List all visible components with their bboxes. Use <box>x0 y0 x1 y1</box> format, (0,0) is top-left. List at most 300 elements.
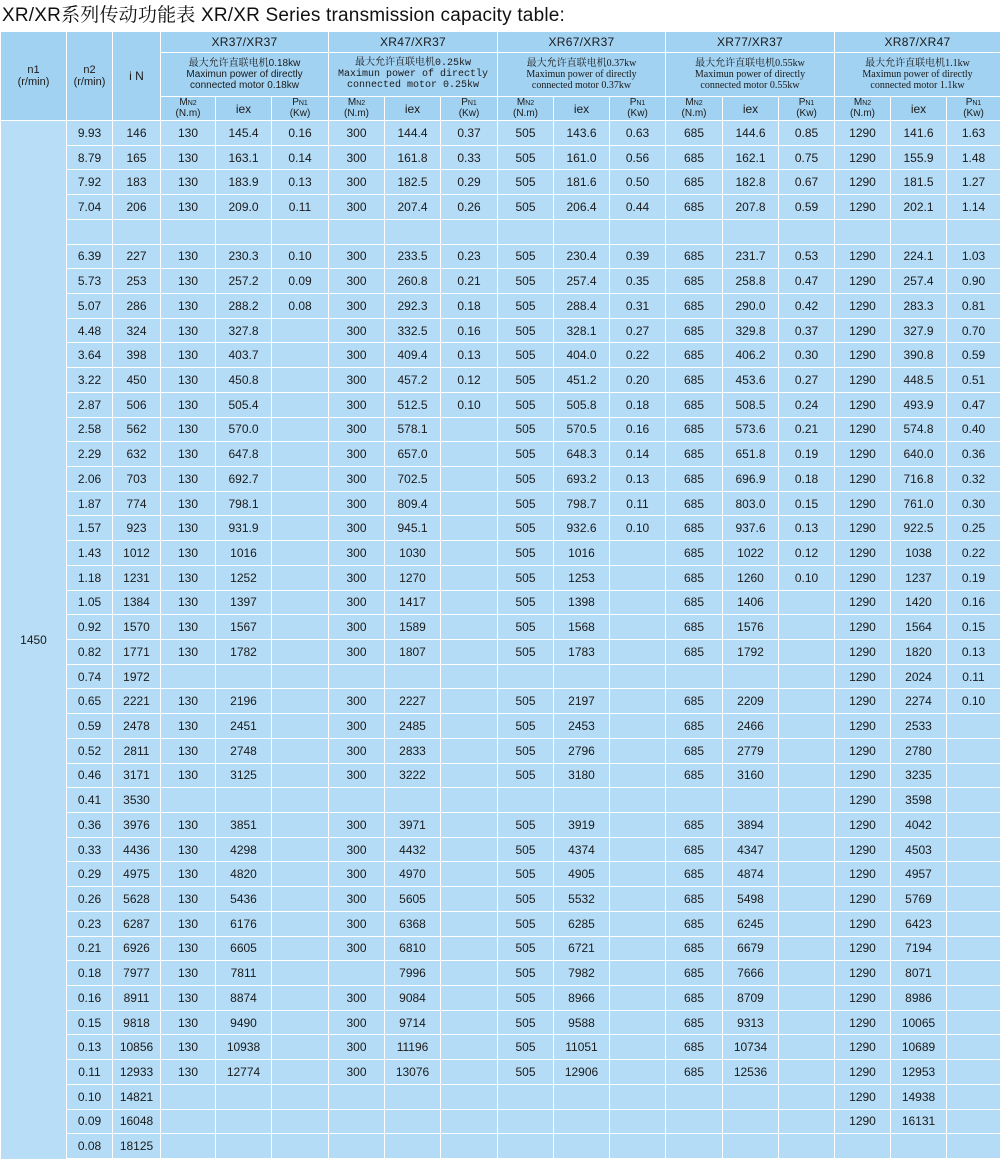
table-cell: 0.08 <box>272 294 328 318</box>
table-cell <box>610 838 665 862</box>
table-cell <box>216 788 271 812</box>
table-cell: 6926 <box>113 937 160 961</box>
table-cell <box>385 220 440 244</box>
table-cell: 505 <box>498 912 553 936</box>
table-cell <box>67 220 112 244</box>
table-cell: 1290 <box>835 640 890 664</box>
table-cell <box>441 714 497 738</box>
table-cell: 1290 <box>835 689 890 713</box>
table-cell: 1290 <box>835 615 890 639</box>
table-cell: 3171 <box>113 764 160 788</box>
mn2-sub: N2 <box>862 100 872 107</box>
table-cell: 2451 <box>216 714 271 738</box>
table-cell: 0.10 <box>779 566 834 590</box>
table-cell <box>610 615 665 639</box>
table-cell: 398 <box>113 343 160 367</box>
table-cell <box>947 887 1000 911</box>
table-cell: 0.12 <box>441 368 497 392</box>
table-cell: 144.6 <box>723 121 778 145</box>
group-desc-en-1: Maximun power of directly <box>337 69 489 80</box>
table-cell: 300 <box>329 887 384 911</box>
table-cell: 130 <box>161 467 215 491</box>
table-cell: 1290 <box>835 442 890 466</box>
table-cell: 6810 <box>385 937 440 961</box>
table-cell: 685 <box>666 368 722 392</box>
mn2-unit: (N.m) <box>344 108 369 119</box>
table-cell: 931.9 <box>216 516 271 540</box>
table-cell <box>272 1060 328 1084</box>
table-cell: 4042 <box>891 813 946 837</box>
table-cell: 2780 <box>891 739 946 763</box>
table-cell: 2.06 <box>67 467 112 491</box>
table-cell: 130 <box>161 862 215 886</box>
table-cell: 328.1 <box>554 319 609 343</box>
table-cell: 570.5 <box>554 418 609 442</box>
table-cell <box>779 937 834 961</box>
table-cell: 163.1 <box>216 146 271 170</box>
table-cell: 258.8 <box>723 269 778 293</box>
group-5-title: XR87/XR47 <box>835 32 1000 52</box>
table-cell: 450.8 <box>216 368 271 392</box>
subheader-iex: iex <box>216 97 271 120</box>
table-cell <box>272 442 328 466</box>
table-cell: 1290 <box>835 492 890 516</box>
table-cell: 1568 <box>554 615 609 639</box>
table-cell: 0.51 <box>947 368 1000 392</box>
table-cell: 6287 <box>113 912 160 936</box>
table-cell <box>441 516 497 540</box>
pn1-unit: (Kw) <box>963 108 984 119</box>
table-cell: 206.4 <box>554 195 609 219</box>
pn1-unit: (Kw) <box>627 108 648 119</box>
table-cell <box>779 1035 834 1059</box>
table-cell: 257.2 <box>216 269 271 293</box>
table-cell: 130 <box>161 1060 215 1084</box>
table-cell: 0.27 <box>610 319 665 343</box>
table-cell: 10856 <box>113 1035 160 1059</box>
table-cell: 685 <box>666 121 722 145</box>
table-cell: 1290 <box>835 788 890 812</box>
table-cell: 0.75 <box>779 146 834 170</box>
table-cell: 2748 <box>216 739 271 763</box>
table-cell <box>272 1134 328 1158</box>
table-cell: 0.16 <box>947 591 1000 615</box>
table-cell: 4436 <box>113 838 160 862</box>
table-cell <box>610 665 665 689</box>
table-cell: 685 <box>666 245 722 269</box>
table-cell: 300 <box>329 1011 384 1035</box>
table-cell <box>161 665 215 689</box>
table-cell: 2779 <box>723 739 778 763</box>
table-cell: 1792 <box>723 640 778 664</box>
table-cell <box>385 665 440 689</box>
table-cell: 505 <box>498 640 553 664</box>
table-cell: 0.53 <box>779 245 834 269</box>
table-cell: 9313 <box>723 1011 778 1035</box>
table-cell: 0.82 <box>67 640 112 664</box>
table-cell: 505 <box>498 418 553 442</box>
table-cell: 1290 <box>835 245 890 269</box>
table-cell: 130 <box>161 245 215 269</box>
table-cell: 5769 <box>891 887 946 911</box>
table-cell: 4905 <box>554 862 609 886</box>
table-cell <box>441 1060 497 1084</box>
table-cell: 1260 <box>723 566 778 590</box>
table-cell: 685 <box>666 294 722 318</box>
table-cell: 155.9 <box>891 146 946 170</box>
table-cell: 505 <box>498 245 553 269</box>
table-cell: 1290 <box>835 1011 890 1035</box>
table-cell: 1253 <box>554 566 609 590</box>
table-cell: 8966 <box>554 986 609 1010</box>
table-cell: 505 <box>498 1035 553 1059</box>
table-cell <box>947 764 1000 788</box>
pn1-main: P <box>965 97 973 108</box>
table-cell: 10065 <box>891 1011 946 1035</box>
table-cell: 300 <box>329 467 384 491</box>
pn1-main: P <box>629 97 637 108</box>
table-cell: 7.92 <box>67 170 112 194</box>
table-cell: 130 <box>161 714 215 738</box>
table-cell: 257.4 <box>891 269 946 293</box>
table-cell: 6176 <box>216 912 271 936</box>
table-cell: 1406 <box>723 591 778 615</box>
table-cell: 574.8 <box>891 418 946 442</box>
table-cell: 7982 <box>554 961 609 985</box>
table-cell: 3.64 <box>67 343 112 367</box>
table-cell: 1570 <box>113 615 160 639</box>
table-cell: 161.0 <box>554 146 609 170</box>
table-cell: 14821 <box>113 1085 160 1109</box>
table-cell <box>161 788 215 812</box>
table-cell <box>779 591 834 615</box>
mn2-main: M <box>685 97 694 108</box>
table-cell: 1290 <box>835 294 890 318</box>
table-cell: 505 <box>498 343 553 367</box>
table-cell: 0.11 <box>610 492 665 516</box>
table-cell <box>272 788 328 812</box>
table-cell <box>272 961 328 985</box>
table-cell <box>779 862 834 886</box>
table-cell <box>723 1085 778 1109</box>
table-cell: 4432 <box>385 838 440 862</box>
table-cell: 2.29 <box>67 442 112 466</box>
table-cell: 0.16 <box>610 418 665 442</box>
table-cell: 648.3 <box>554 442 609 466</box>
table-cell <box>610 986 665 1010</box>
table-cell: 130 <box>161 838 215 862</box>
group-desc-cn: 最大允许直联电机1.1kw <box>865 58 970 69</box>
table-cell <box>779 665 834 689</box>
table-cell <box>272 887 328 911</box>
group-desc-en-2: connected motor 0.55kw <box>700 80 800 91</box>
table-cell: 0.13 <box>272 170 328 194</box>
table-cell: 207.4 <box>385 195 440 219</box>
table-cell: 505 <box>498 146 553 170</box>
group-desc-en-2: connected motor 1.1kw <box>870 80 965 91</box>
pn1-main: P <box>798 97 806 108</box>
table-cell: 1290 <box>835 1085 890 1109</box>
table-cell: 0.22 <box>610 343 665 367</box>
table-cell: 505 <box>498 937 553 961</box>
table-cell <box>329 1110 384 1134</box>
table-cell: 130 <box>161 492 215 516</box>
group-5-description <box>835 53 1000 96</box>
table-cell: 12953 <box>891 1060 946 1084</box>
table-cell: 130 <box>161 170 215 194</box>
table-cell: 0.10 <box>441 393 497 417</box>
table-cell: 300 <box>329 319 384 343</box>
table-cell <box>779 838 834 862</box>
table-cell: 0.47 <box>947 393 1000 417</box>
table-cell: 0.16 <box>67 986 112 1010</box>
table-cell: 1252 <box>216 566 271 590</box>
table-cell <box>161 220 215 244</box>
table-cell <box>779 615 834 639</box>
table-cell: 1290 <box>835 813 890 837</box>
table-cell: 0.23 <box>441 245 497 269</box>
table-cell: 696.9 <box>723 467 778 491</box>
table-cell: 181.5 <box>891 170 946 194</box>
table-cell: 0.18 <box>67 961 112 985</box>
table-cell <box>891 1134 946 1158</box>
table-cell <box>216 1085 271 1109</box>
table-cell: 647.8 <box>216 442 271 466</box>
table-cell <box>441 937 497 961</box>
group-2-description <box>329 53 497 96</box>
table-cell: 1.48 <box>947 146 1000 170</box>
table-cell: 161.8 <box>385 146 440 170</box>
table-cell: 329.8 <box>723 319 778 343</box>
table-cell: 0.12 <box>779 541 834 565</box>
table-cell: 300 <box>329 195 384 219</box>
table-cell: 1.27 <box>947 170 1000 194</box>
pn1-sub: N1 <box>467 100 477 107</box>
table-cell: 283.3 <box>891 294 946 318</box>
table-cell: 4957 <box>891 862 946 886</box>
table-cell <box>272 912 328 936</box>
table-cell <box>272 343 328 367</box>
table-cell: 692.7 <box>216 467 271 491</box>
table-cell: 657.0 <box>385 442 440 466</box>
table-cell: 945.1 <box>385 516 440 540</box>
table-cell: 300 <box>329 245 384 269</box>
table-cell: 505 <box>498 689 553 713</box>
table-cell: 693.2 <box>554 467 609 491</box>
header-n2-unit: (r/min) <box>73 76 106 88</box>
table-cell: 685 <box>666 862 722 886</box>
table-cell <box>554 788 609 812</box>
table-cell: 0.19 <box>779 442 834 466</box>
table-cell: 0.37 <box>779 319 834 343</box>
table-cell <box>272 319 328 343</box>
table-cell: 9490 <box>216 1011 271 1035</box>
table-cell: 130 <box>161 986 215 1010</box>
table-cell: 2485 <box>385 714 440 738</box>
table-cell <box>947 862 1000 886</box>
table-cell: 3894 <box>723 813 778 837</box>
table-cell <box>723 1110 778 1134</box>
table-cell: 505 <box>498 615 553 639</box>
table-cell: 0.36 <box>67 813 112 837</box>
table-cell <box>329 1085 384 1109</box>
table-cell <box>779 1110 834 1134</box>
table-cell: 1.43 <box>67 541 112 565</box>
table-cell: 685 <box>666 170 722 194</box>
pn1-main: P <box>461 97 468 108</box>
table-cell: 922.5 <box>891 516 946 540</box>
table-cell: 2.58 <box>67 418 112 442</box>
table-cell <box>272 1011 328 1035</box>
table-cell: 130 <box>161 887 215 911</box>
pn1-unit: (Kw) <box>796 108 817 119</box>
table-cell <box>723 220 778 244</box>
table-cell: 1290 <box>835 516 890 540</box>
table-cell: 5628 <box>113 887 160 911</box>
table-cell: 2.87 <box>67 393 112 417</box>
table-cell: 130 <box>161 1035 215 1059</box>
table-cell: 0.44 <box>610 195 665 219</box>
table-cell: 2209 <box>723 689 778 713</box>
table-cell: 130 <box>161 121 215 145</box>
table-cell: 288.2 <box>216 294 271 318</box>
table-cell <box>441 961 497 985</box>
table-cell: 300 <box>329 121 384 145</box>
table-cell: 1012 <box>113 541 160 565</box>
table-cell <box>947 961 1000 985</box>
table-cell: 231.7 <box>723 245 778 269</box>
table-cell: 0.63 <box>610 121 665 145</box>
table-cell: 10938 <box>216 1035 271 1059</box>
table-cell: 1771 <box>113 640 160 664</box>
group-4-description <box>666 53 834 96</box>
table-cell: 4820 <box>216 862 271 886</box>
table-cell: 1290 <box>835 912 890 936</box>
table-cell <box>272 467 328 491</box>
table-cell: 809.4 <box>385 492 440 516</box>
table-cell <box>385 1134 440 1158</box>
table-cell <box>272 1110 328 1134</box>
table-cell: 505 <box>498 862 553 886</box>
table-cell: 130 <box>161 319 215 343</box>
group-desc-en-2: connected motor 0.37kw <box>531 80 632 91</box>
table-cell <box>498 1134 553 1158</box>
table-cell: 0.59 <box>779 195 834 219</box>
table-cell <box>498 665 553 689</box>
table-cell: 1290 <box>835 566 890 590</box>
table-cell: 1290 <box>835 418 890 442</box>
table-cell <box>441 912 497 936</box>
table-cell: 4374 <box>554 838 609 862</box>
table-cell: 130 <box>161 813 215 837</box>
table-cell: 0.10 <box>272 245 328 269</box>
table-cell: 300 <box>329 591 384 615</box>
table-cell: 403.7 <box>216 343 271 367</box>
table-cell <box>610 788 665 812</box>
table-cell: 685 <box>666 467 722 491</box>
subheader-pn1 <box>272 97 328 120</box>
table-cell <box>947 912 1000 936</box>
table-cell: 257.4 <box>554 269 609 293</box>
table-cell: 0.27 <box>779 368 834 392</box>
table-cell <box>498 788 553 812</box>
mn2-sub: N2 <box>525 100 535 107</box>
table-cell <box>779 1085 834 1109</box>
table-cell <box>779 1134 834 1158</box>
table-cell: 685 <box>666 986 722 1010</box>
table-cell <box>272 492 328 516</box>
table-cell <box>272 813 328 837</box>
group-1-title: XR37/XR37 <box>161 32 328 52</box>
table-cell: 0.23 <box>67 912 112 936</box>
group-desc-en-1: Maximun power of directly <box>526 69 637 80</box>
table-cell <box>723 665 778 689</box>
table-cell: 182.5 <box>385 170 440 194</box>
table-cell: 8709 <box>723 986 778 1010</box>
table-cell: 300 <box>329 541 384 565</box>
table-cell: 450 <box>113 368 160 392</box>
table-cell: 0.29 <box>441 170 497 194</box>
table-cell <box>272 566 328 590</box>
table-cell <box>723 1134 778 1158</box>
table-cell: 300 <box>329 813 384 837</box>
table-cell: 324 <box>113 319 160 343</box>
table-cell <box>610 961 665 985</box>
table-cell: 685 <box>666 937 722 961</box>
table-cell: 1290 <box>835 1060 890 1084</box>
pn1-sub: N1 <box>298 100 308 107</box>
table-cell: 9714 <box>385 1011 440 1035</box>
mn2-unit: (N.m) <box>175 108 201 119</box>
table-cell: 685 <box>666 961 722 985</box>
table-cell: 4503 <box>891 838 946 862</box>
table-cell: 0.32 <box>947 467 1000 491</box>
table-cell <box>272 615 328 639</box>
table-cell: 3160 <box>723 764 778 788</box>
table-cell: 8986 <box>891 986 946 1010</box>
table-cell: 0.18 <box>441 294 497 318</box>
table-cell: 0.65 <box>67 689 112 713</box>
table-cell: 130 <box>161 195 215 219</box>
table-cell: 578.1 <box>385 418 440 442</box>
table-cell: 8911 <box>113 986 160 1010</box>
table-cell <box>554 1134 609 1158</box>
table-cell <box>610 541 665 565</box>
table-cell: 2453 <box>554 714 609 738</box>
table-cell: 685 <box>666 195 722 219</box>
table-cell <box>610 1085 665 1109</box>
group-3-description <box>498 53 665 96</box>
table-cell: 300 <box>329 393 384 417</box>
table-cell <box>272 665 328 689</box>
table-cell: 685 <box>666 516 722 540</box>
table-cell: 11051 <box>554 1035 609 1059</box>
table-cell: 702.5 <box>385 467 440 491</box>
table-cell: 4298 <box>216 838 271 862</box>
group-desc-cn: 最大允许直联电机0.55kw <box>695 58 805 69</box>
table-cell <box>441 566 497 590</box>
table-cell: 685 <box>666 442 722 466</box>
table-cell: 505.4 <box>216 393 271 417</box>
table-cell <box>779 640 834 664</box>
group-2-title: XR47/XR37 <box>329 32 497 52</box>
table-cell: 1016 <box>216 541 271 565</box>
table-cell: 2024 <box>891 665 946 689</box>
table-cell: 300 <box>329 418 384 442</box>
table-cell: 14938 <box>891 1085 946 1109</box>
table-cell <box>385 788 440 812</box>
table-cell <box>947 220 1000 244</box>
